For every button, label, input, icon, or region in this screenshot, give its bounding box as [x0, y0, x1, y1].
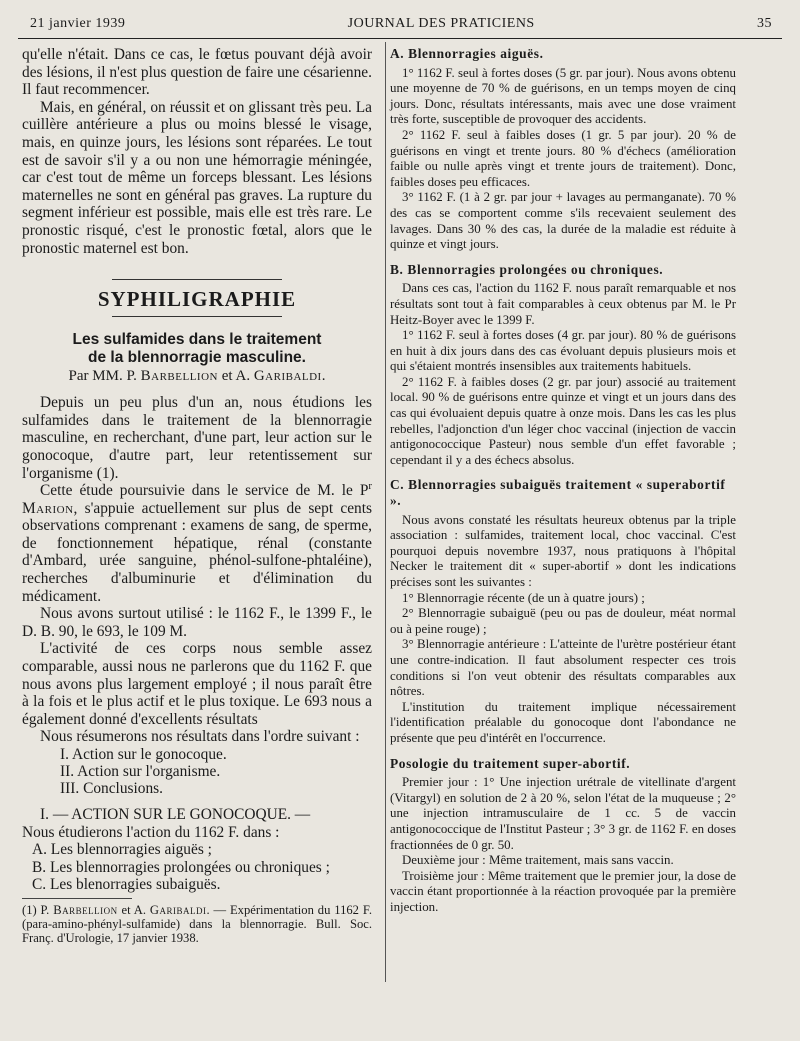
header-page-number: 35	[757, 16, 772, 31]
dosage-paragraph: Premier jour : 1° Une injection urétrale de vitellinate d'argent (Vitargyl) en solution de 2 à 20 %, selon l'état de la muqueuse ; 2° une injection intramusculaire de 1 cc. 5 de vaccin antigonococcique de l'Institut Pasteur ; 3° 3 gr. de 1162 F. en doses fractionnées de 0 gr. 50.	[390, 775, 736, 852]
dosage-paragraph: Deuxième jour : Même traitement, mais sans vaccin.	[402, 853, 674, 868]
body-paragraph: 1° 1162 F. seul à fortes doses (5 gr. par jour). Nous avons obtenu une moyenne de 70 % de guérisons, en un temps moyen de cinq jours. Donc, résultats intéressants, mais avec une dose vraiment très forte, susceptible de provoquer des accidents.	[390, 65, 736, 127]
body-paragraph: Nous résumerons nos résultats dans l'ordre suivant :	[40, 728, 360, 746]
header-rule	[18, 38, 782, 39]
category-item: A. Les blennorragies aiguës ;	[32, 841, 212, 859]
body-paragraph: Cette étude poursuivie dans le service de M. le $P^r$ Marion, s'appuie actuellement sur plus de sept cents observations comprenant : examens de sang, de sperme, de fonctionnement hépatique, rénal (constante d'Ambard, urée sanguine, phénol-sulfone-phtaléine), recherches d'albuminurie et d'élimination du médicament.	[22, 479, 372, 605]
category-item: C. Les blenorragies subaiguës.	[32, 876, 221, 894]
footnote: (1) P. Barbellion et A. Garibaldi. — Expérimentation du 1162 F. (para-amino-phényl-sulfamide) dans la blennorragie. Bull. Soc. Franç. d'Urologie, 17 janvier 1938.	[22, 902, 372, 945]
body-paragraph: 3° 1162 F. (1 à 2 gr. par jour + lavages au permanganate). 70 % des cas se comportent comme s'ils recevaient seulement des lavages. Dans 30 % des cas, la durée de la maladie est réduite à quinze et vingt jours.	[390, 190, 736, 252]
left-column	[22, 46, 372, 945]
outline-item: III. Conclusions.	[60, 780, 164, 797]
author-name: Barbellion	[140, 368, 218, 385]
body-paragraph: 2° 1162 F. seul à faibles doses (1 gr. 5 par jour). 20 % de guérisons en vingt et trente jours. 80 % d'échecs (amélioration faible ou nulle après vingt et trente jours de traitement). Donc, faibles doses peu efficaces.	[390, 127, 736, 189]
article-title: Les sulfamides dans le traitement de la blennorragie masculine.	[72, 331, 322, 367]
continuation-paragraph: qu'elle n'était. Dans ce cas, le fœtus pouvant déjà avoir des lésions, il n'est plus question de faire une césarienne. Il faut recommencer.	[22, 46, 372, 99]
indication-item: 3° Blennorragie antérieure : L'atteinte de l'urètre postérieur étant une contre-indication. Il faut absolument respecter ces trois conditions si l'on veut obtenir des résultats comparables aux nôtres.	[390, 637, 736, 699]
running-header	[30, 16, 772, 38]
footnote-rule	[22, 898, 132, 899]
column-divider	[385, 42, 386, 982]
author-name: Garibaldi	[253, 368, 322, 385]
byline: Par MM. P. Barbellion et A. Garibaldi.	[68, 368, 326, 385]
body-paragraph: Nous avons surtout utilisé : le 1162 F., le 1399 F., le D. B. 90, le 693, le 109 M.	[22, 605, 372, 640]
right-column	[390, 46, 736, 915]
subsection-heading: A. Blennorragies aiguës.	[390, 46, 544, 61]
body-paragraph: Dans ces cas, l'action du 1162 F. nous paraît remarquable et nos résultats sont tout à fait comparables à ceux obtenus par M. le Pr Heitz-Boyer avec le 1399 F.	[390, 281, 736, 327]
body-paragraph: Nous étudierons l'action du 1162 F. dans :	[22, 823, 280, 841]
body-paragraph: 1° 1162 F. seul à fortes doses (4 gr. par jour). 80 % de guérisons en huit à dix jours dans des cas évoluant depuis plusieurs mois et qui s'étaient montrés insensibles aux traitements habituels.	[390, 328, 736, 374]
subsection-heading: Posologie du traitement super-abortif.	[390, 755, 631, 771]
dosage-paragraph: Troisième jour : Même traitement que le premier jour, la dose de vaccin étant proportionnée à la réaction provoquée par la première injection.	[390, 868, 736, 914]
indication-item: 1° Blennorragie récente (de un à quatre jours) ;	[402, 590, 645, 605]
section-title: SYPHILIGRAPHIE	[97, 287, 297, 312]
body-paragraph: L'activité de ces corps nous semble assez comparable, aussi nous ne parlerons que du 1162 F. que nous avons plus largement employé ; il nous paraît être à la fois et le plus actif et le plus toxique. Le 693 nous a également donné d'excellents résultats	[22, 640, 372, 728]
outline-list	[22, 746, 372, 797]
category-item: B. Les blennorragies prolongées ou chroniques ;	[32, 858, 330, 876]
header-journal-title: JOURNAL DES PRATICIENS	[347, 16, 535, 31]
subsection-heading: B. Blennorragies prolongées ou chroniques.	[390, 261, 664, 277]
body-paragraph: Depuis un peu plus d'un an, nous étudions les sulfamides dans le traitement de la blennorragie masculine, en recherchant, d'une part, leur action sur le gonocoque, d'autre part, leur retentissement sur l'organisme (1).	[22, 394, 372, 482]
category-list	[22, 841, 372, 894]
continuation-paragraph: Mais, en général, on réussit et on glissant très peu. La cuillère antérieure a plus ou moins blessé le visage, mais, en quinze jours, les lésions sont réparées. Le tout est de savoir s'il y a ou non une hémorragie méningée, car c'est tout de même un forceps blessant. Les lésions maternelles ne sont en général pas graves. La rupture du segment inférieur est possible, mais elle est très rare. Le pronostic risqué, c'est le pronostic fœtal, alors que le pronostic maternel est bon.	[22, 98, 372, 257]
subsection-heading: C. Blennorragies subaiguës traitement « superabortif ».	[390, 477, 726, 509]
outline-item: II. Action sur l'organisme.	[60, 763, 221, 780]
part-heading: I. — ACTION SUR LE GONOCOQUE. —	[40, 806, 311, 823]
body-paragraph: L'institution du traitement implique nécessairement l'identification préalable du gonocoque dont l'abondance ne présente que peu d'intérêt en l'occurrence.	[390, 699, 736, 745]
body-paragraph: 2° 1162 F. à faibles doses (2 gr. par jour) associé au traitement local. 90 % de guérisons entre quinze et vingt et un jours dans des cas qui évoluaient depuis quatre à onze mois. Dans les cas les plus rebelles, l'adjonction d'un léger choc vaccinal (injection de vaccin antigonococcique Pasteur) nous semble d'un effet favorable ; cependant il y a des échecs absolus.	[390, 374, 736, 467]
outline-item: I. Action sur le gonocoque.	[60, 746, 227, 763]
indication-item: 2° Blennorragie subaiguë (peu ou pas de douleur, méat normal ou à peine rouge) ;	[390, 606, 736, 636]
body-paragraph: Nous avons constaté les résultats heureux obtenus par la triple association : sulfamides, traitement local, choc vaccinal. C'est pourquoi depuis novembre 1937, nous pratiquons à l'hôpital Necker le traitement dit « super-abortif » dont les indications précises sont les suivantes :	[390, 512, 736, 589]
header-date: 21 janvier 1939	[30, 16, 126, 31]
